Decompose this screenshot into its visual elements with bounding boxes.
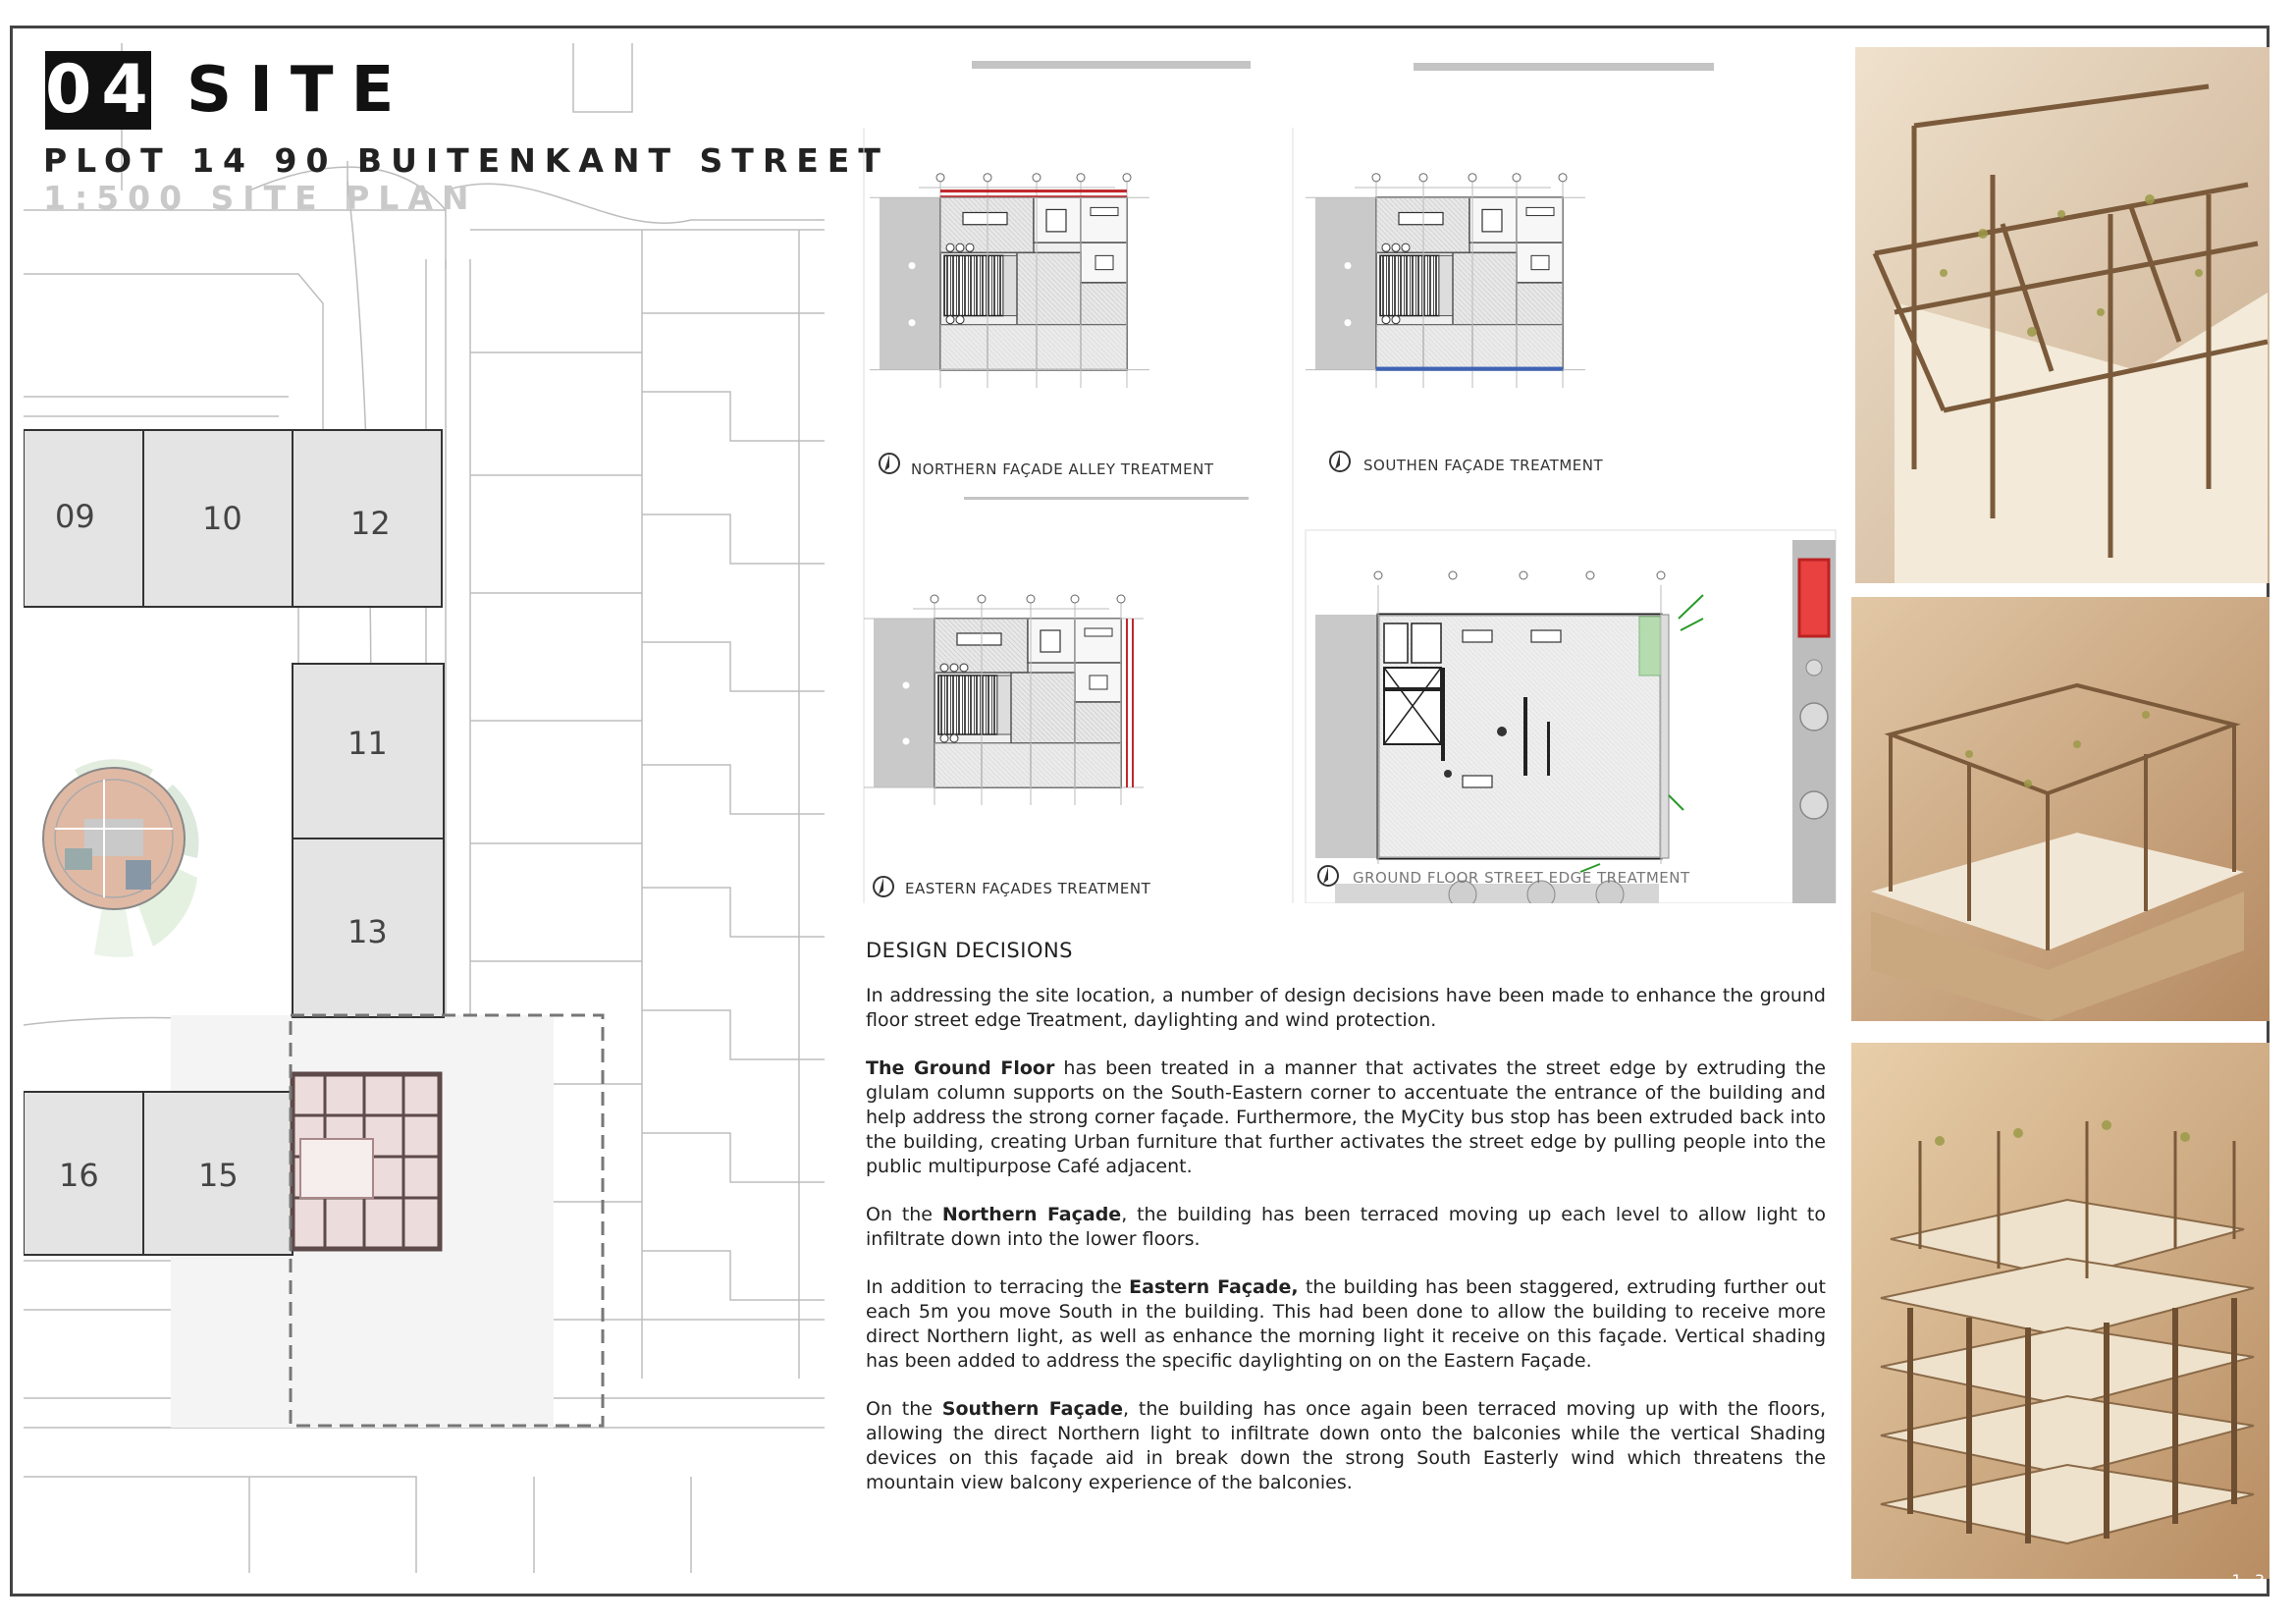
site-plan-scale: 1:500 SITE PLAN [43, 179, 478, 217]
plot-label: 16 [59, 1157, 99, 1194]
plan-caption-north: NORTHERN FAÇADE ALLEY TREATMENT [911, 460, 1214, 478]
plan-caption-south: SOUTHEN FAÇADE TREATMENT [1363, 457, 1604, 474]
plot-label: 12 [350, 505, 391, 542]
design-intro: In addressing the site location, a number of design decisions have been made to enhance the ground floor street edge Treatment, daylighting and wind protection. [866, 985, 1826, 1031]
design-ground-floor-label: The Ground Floor [866, 1057, 1055, 1079]
plot-label: 10 [202, 500, 242, 537]
design-eastern-text: the building has been staggered, extruding further out each 5m you move South in the building. This had been done to allow the building to receive more direct Northern light, as well as enhance the morning light it receive on this façade. Vertical shading has been added to address the specific daylighting on on the Eastern Façade. [866, 1276, 1826, 1372]
design-southern-pre: On the [866, 1398, 942, 1420]
design-northern-pre: On the [866, 1204, 942, 1225]
plot-label: 11 [347, 725, 388, 762]
design-eastern [866, 1275, 1826, 1374]
model-photo-bottom [1851, 1043, 2269, 1579]
design-northern-text: , the building has been terraced moving up each level to allow light to infiltrate down into the lower floors. [866, 1204, 1827, 1250]
plot-label: 09 [55, 498, 95, 535]
design-southern-text: , the building has once again been terraced moving up with the floors, allowing the direct Northern light to infiltrate down onto the balconies while the vertical Shading devices on this façade aid in break down the strong South Easterly wind which threatens the mountain view balcony experience of the balconies. [866, 1398, 1826, 1493]
design-ground-floor [866, 1056, 1826, 1179]
design-eastern-pre: In addition to terracing the [866, 1276, 1130, 1298]
design-decisions [866, 939, 1826, 1519]
plot-label: 15 [198, 1157, 239, 1194]
section-number: 04 [45, 51, 158, 129]
page-title: SITE [187, 54, 412, 127]
design-southern [866, 1397, 1826, 1495]
design-heading: DESIGN DECISIONS [866, 939, 1074, 962]
plan-caption-east: EASTERN FAÇADES TREATMENT [905, 880, 1151, 897]
design-ground-floor-text: has been treated in a manner that activates the street edge by extruding the glulam column supports on the South-Eastern corner to accentuate the entrance of the building and help address the strong corner façade. Furthermore, the MyCity bus stop has been extruded back into the building, creating Urban furniture that further activates the street edge by pulling people into the public multipurpose Café adjacent. [866, 1057, 1826, 1177]
model-photo-top [1855, 47, 2269, 583]
design-southern-label: Southern Façade [941, 1398, 1124, 1420]
plot-label: 13 [347, 913, 388, 950]
site-plan-drawing [24, 43, 825, 1573]
design-northern-label: Northern Façade [941, 1204, 1122, 1225]
plan-caption-ground: GROUND FLOOR STREET EDGE TREATMENT [1353, 869, 1690, 887]
design-northern [866, 1203, 1826, 1252]
site-address: PLOT 14 90 BUITENKANT STREET [43, 141, 889, 180]
design-eastern-label: Eastern Façade, [1129, 1276, 1299, 1298]
model-photo-middle [1851, 597, 2269, 1021]
page-number: 1 3 [2231, 1571, 2269, 1590]
